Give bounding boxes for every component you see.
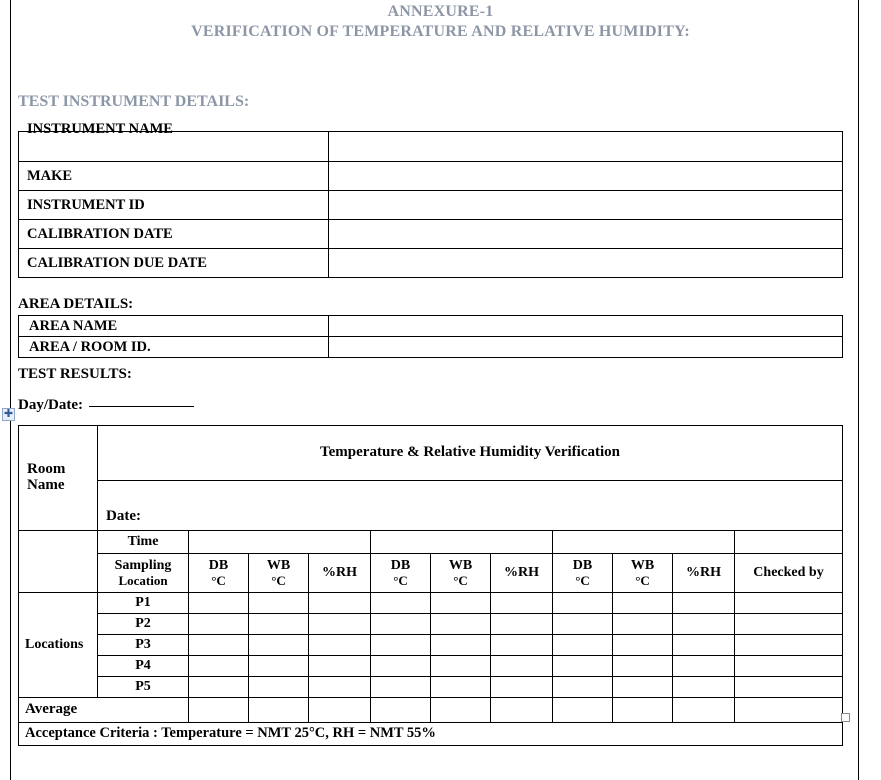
cell-p1-g1-db[interactable] <box>189 593 249 614</box>
cell-p2-g2-rh[interactable] <box>491 614 553 635</box>
section-heading-instrument-details: TEST INSTRUMENT DETAILS: <box>18 93 250 110</box>
calibration-date-value[interactable] <box>329 220 843 249</box>
cell-p3-g3-db[interactable] <box>553 635 613 656</box>
col-header-g1-rh: %RH <box>309 554 371 593</box>
cell-p4-g1-db[interactable] <box>189 656 249 677</box>
cell-p5-g3-rh[interactable] <box>673 677 735 698</box>
unit-label-g2-wb: °C <box>453 572 468 588</box>
cell-p3-g3-wb[interactable] <box>613 635 673 656</box>
unit-label-g3-wb: °C <box>635 572 650 588</box>
locations-row-header: Locations <box>19 593 98 698</box>
page-border-left <box>10 0 11 780</box>
cell-p2-g3-rh[interactable] <box>673 614 735 635</box>
table-row <box>19 132 843 162</box>
section-heading-area-details: AREA DETAILS: <box>18 296 134 312</box>
col-header-g2-wb: WB °C <box>431 554 491 593</box>
location-label-p2: P2 <box>98 614 189 635</box>
cell-p3-g3-rh[interactable] <box>673 635 735 656</box>
cell-avg-g3-wb[interactable] <box>613 698 673 723</box>
cell-p5-g3-wb[interactable] <box>613 677 673 698</box>
sampling-location-header: Sampling Location <box>98 554 189 593</box>
instrument-details-table <box>18 121 843 278</box>
cell-p4-g3-rh[interactable] <box>673 656 735 677</box>
col-header-g1-wb: WB °C <box>249 554 309 593</box>
table-row <box>19 593 843 614</box>
time-checked-by-cell[interactable] <box>735 531 843 554</box>
cell-p2-g3-db[interactable] <box>553 614 613 635</box>
page-title: ANNEXURE-1 <box>387 3 494 20</box>
table-row <box>19 249 843 278</box>
cell-avg-g1-wb[interactable] <box>249 698 309 723</box>
table-row-column-headers <box>19 554 843 593</box>
cell-p5-g2-wb[interactable] <box>431 677 491 698</box>
cell-p2-checked-by[interactable] <box>735 614 843 635</box>
time-value-group-2[interactable] <box>371 531 553 554</box>
table-row <box>19 316 843 337</box>
unit-label-g1-db: °C <box>211 572 226 588</box>
table-row-verification-title <box>19 426 843 481</box>
cell-p2-g1-db[interactable] <box>189 614 249 635</box>
location-label-p4: P4 <box>98 656 189 677</box>
cell-p4-g3-db[interactable] <box>553 656 613 677</box>
acceptance-criteria-cell: Acceptance Criteria : Temperature = NMT 25°C, RH = NMT 55% <box>19 723 843 746</box>
cell-p4-g1-wb[interactable] <box>249 656 309 677</box>
table-row-acceptance-criteria <box>19 723 843 746</box>
table-row <box>19 191 843 220</box>
cell-avg-g2-wb[interactable] <box>431 698 491 723</box>
cell-avg-g3-rh[interactable] <box>673 698 735 723</box>
calibration-due-date-label: CALIBRATION DUE DATE <box>19 249 329 278</box>
table-move-handle-icon[interactable]: ✚ <box>3 408 14 420</box>
table-row <box>19 677 843 698</box>
cell-avg-checked-by[interactable] <box>735 698 843 723</box>
cell-p1-g3-rh[interactable] <box>673 593 735 614</box>
col-header-g2-rh: %RH <box>491 554 553 593</box>
col-header-checked-by: Checked by <box>735 554 843 593</box>
instrument-id-label: INSTRUMENT ID <box>19 191 329 220</box>
table-row-time <box>19 531 843 554</box>
time-value-group-3[interactable] <box>553 531 735 554</box>
cell-p1-g1-rh[interactable] <box>309 593 371 614</box>
cell-p4-g2-db[interactable] <box>371 656 431 677</box>
cell-p3-g1-rh[interactable] <box>309 635 371 656</box>
cell-p3-g2-db[interactable] <box>371 635 431 656</box>
cell-avg-g1-rh[interactable] <box>309 698 371 723</box>
cell-p5-g2-rh[interactable] <box>491 677 553 698</box>
col-header-g3-wb: WB °C <box>613 554 673 593</box>
instrument-name-value[interactable] <box>329 132 843 162</box>
cell-p3-checked-by[interactable] <box>735 635 843 656</box>
location-label-p3: P3 <box>98 635 189 656</box>
day-date-field <box>18 395 194 414</box>
cell-avg-g3-db[interactable] <box>553 698 613 723</box>
col-header-g3-db: DB °C <box>553 554 613 593</box>
cell-p2-g2-wb[interactable] <box>431 614 491 635</box>
verification-title-header: Temperature & Relative Humidity Verification <box>98 426 843 481</box>
section-heading-test-results: TEST RESULTS: <box>18 366 132 382</box>
cell-p2-g1-rh[interactable] <box>309 614 371 635</box>
unit-label-g3-db: °C <box>575 572 590 588</box>
room-name-header: Room Name <box>19 426 98 531</box>
date-header-cell[interactable]: Date: <box>98 481 843 531</box>
cell-p5-g1-rh[interactable] <box>309 677 371 698</box>
col-header-g2-db: DB °C <box>371 554 431 593</box>
table-row <box>19 635 843 656</box>
calibration-due-date-value[interactable] <box>329 249 843 278</box>
col-header-g3-rh: %RH <box>673 554 735 593</box>
page-subtitle: VERIFICATION OF TEMPERATURE AND RELATIVE HUMIDITY: <box>191 23 690 40</box>
day-date-input-rule[interactable] <box>89 395 194 407</box>
cell-p4-g1-rh[interactable] <box>309 656 371 677</box>
cell-p4-g3-wb[interactable] <box>613 656 673 677</box>
temperature-humidity-results-table <box>18 425 843 746</box>
area-room-id-label: AREA / ROOM ID. <box>19 337 329 358</box>
cell-avg-g1-db[interactable] <box>189 698 249 723</box>
make-value[interactable] <box>329 162 843 191</box>
make-label: MAKE <box>19 162 329 191</box>
location-label-p1: P1 <box>98 593 189 614</box>
col-header-g1-db: DB °C <box>189 554 249 593</box>
cell-p3-g1-db[interactable] <box>189 635 249 656</box>
table-row <box>19 220 843 249</box>
cell-p1-checked-by[interactable] <box>735 593 843 614</box>
table-resize-handle-icon[interactable] <box>841 713 850 722</box>
instrument-name-label: INSTRUMENT NAME <box>19 132 329 162</box>
time-value-group-1[interactable] <box>189 531 371 554</box>
cell-p4-checked-by[interactable] <box>735 656 843 677</box>
area-room-id-value[interactable] <box>329 337 843 358</box>
cell-avg-g2-rh[interactable] <box>491 698 553 723</box>
area-name-value[interactable] <box>329 316 843 337</box>
cell-p2-g1-wb[interactable] <box>249 614 309 635</box>
cell-p5-checked-by[interactable] <box>735 677 843 698</box>
cell-p3-g1-wb[interactable] <box>249 635 309 656</box>
table-row <box>19 162 843 191</box>
cell-p4-g2-wb[interactable] <box>431 656 491 677</box>
page-border-right <box>858 0 859 780</box>
area-details-table <box>18 315 843 358</box>
cell-p5-g3-db[interactable] <box>553 677 613 698</box>
table-row <box>19 614 843 635</box>
time-label-cell: Time <box>98 531 189 554</box>
cell-p1-g3-wb[interactable] <box>613 593 673 614</box>
unit-label-g1-wb: °C <box>271 572 286 588</box>
cell-p5-g2-db[interactable] <box>371 677 431 698</box>
cell-p5-g1-db[interactable] <box>189 677 249 698</box>
cell-p1-g2-wb[interactable] <box>431 593 491 614</box>
instrument-id-value[interactable] <box>329 191 843 220</box>
cell-p1-g2-rh[interactable] <box>491 593 553 614</box>
table-row-average <box>19 698 843 723</box>
cell-p3-g2-rh[interactable] <box>491 635 553 656</box>
cell-p2-g2-db[interactable] <box>371 614 431 635</box>
average-row-header: Average <box>19 698 189 723</box>
cell-p4-g2-rh[interactable] <box>491 656 553 677</box>
cell-p2-g3-wb[interactable] <box>613 614 673 635</box>
cell-p3-g2-wb[interactable] <box>431 635 491 656</box>
cell-avg-g2-db[interactable] <box>371 698 431 723</box>
unit-label-g2-db: °C <box>393 572 408 588</box>
cell-p1-g3-db[interactable] <box>553 593 613 614</box>
row-header-spacer-cell <box>19 531 98 593</box>
cell-p5-g1-wb[interactable] <box>249 677 309 698</box>
table-row-date <box>19 481 843 531</box>
table-row <box>19 337 843 358</box>
cell-p1-g1-wb[interactable] <box>249 593 309 614</box>
location-label-p5: P5 <box>98 677 189 698</box>
area-name-label: AREA NAME <box>19 316 329 337</box>
calibration-date-label: CALIBRATION DATE <box>19 220 329 249</box>
table-row <box>19 656 843 677</box>
cell-p1-g2-db[interactable] <box>371 593 431 614</box>
day-date-label: Day/Date: <box>18 397 83 413</box>
